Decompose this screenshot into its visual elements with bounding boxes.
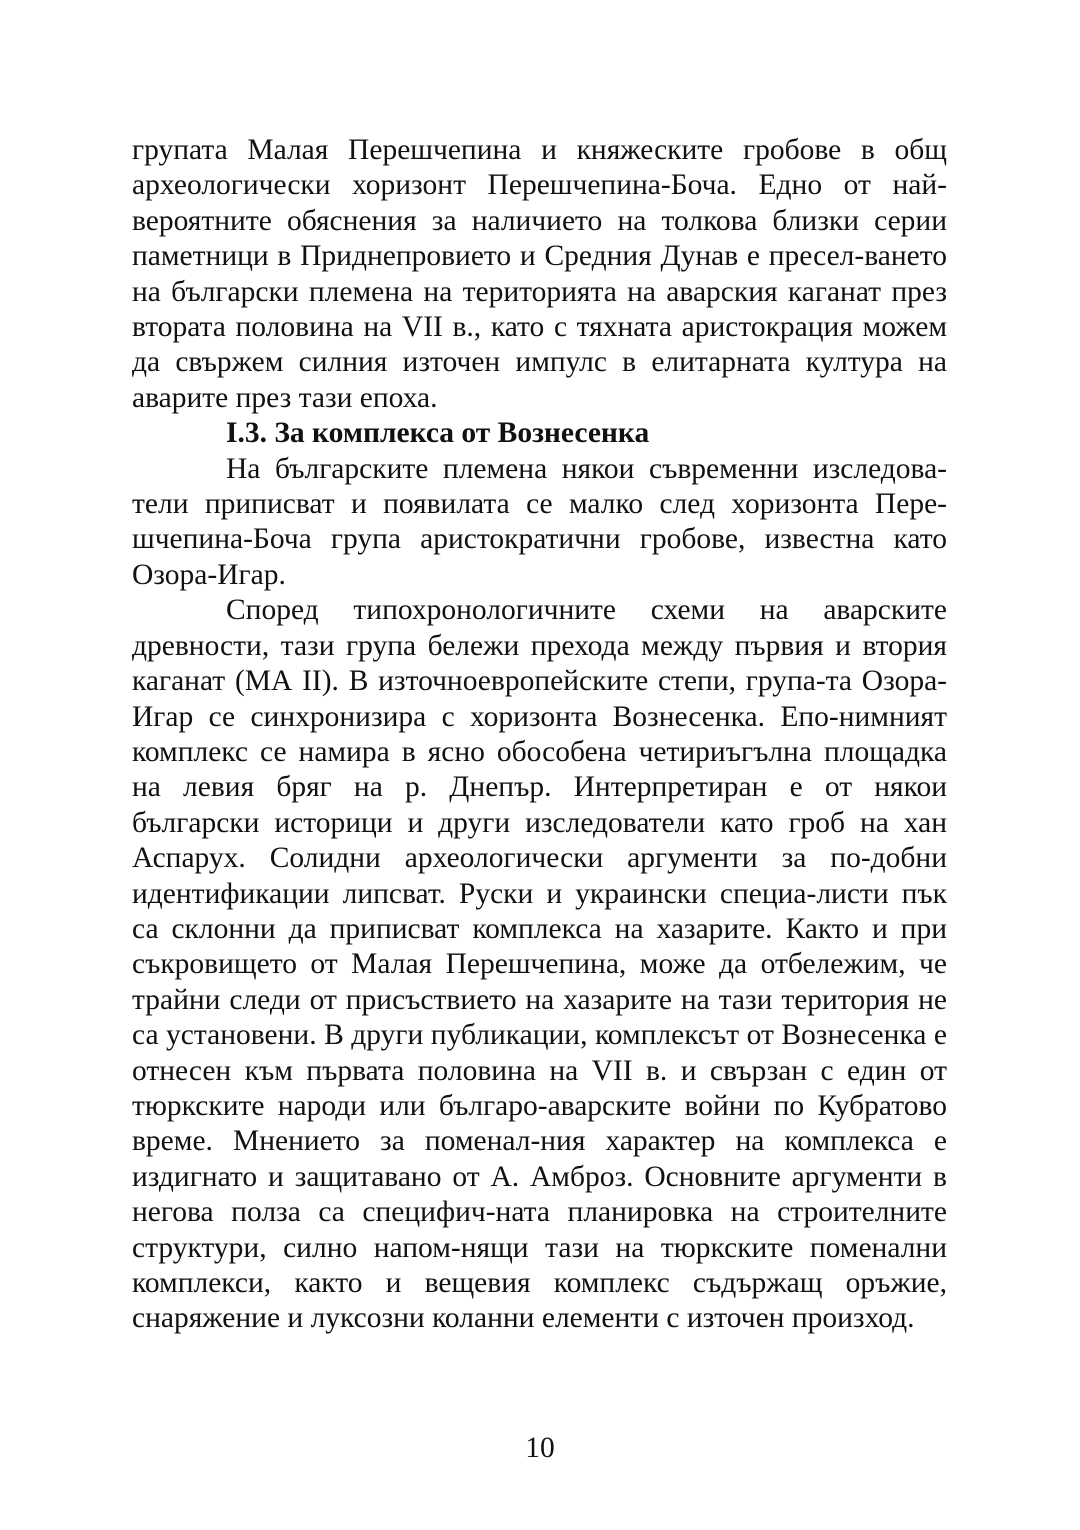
paragraph-bulgarian-tribes: На българските племена някои съвременни изследова-тели приписват и появилата се малко след хоризонта Пере-шчепина-Боча група аристократични гробове, известна като Озора-Игар. — [132, 452, 947, 591]
section-heading: I.3. За комплекса от Вознесенка — [226, 417, 650, 450]
paragraph-typochronology: Според типохронологичните схеми на аварските древности, тази група бележи прехода между първия и втория каганат (МА II). В източноевропейските степи, група-та Озора-Игар се синхронизира с хоризонта Вознесенка. Епо-нимният комплекс се намира в ясно обособена четириъгълна площадка на левия бряг на р. Днепър. Интерпретиран е от някои български историци и други изследователи като гроб на хан Аспарух. Солидни археологически аргументи за по-добни идентификации липсват. Руски и украински специа-листи пък са склонни да приписват комплекса на хазарите. Както и при съкровището от Малая Перешчепина, може да отбележим, че трайни следи от присъствието на хазарите на тази територия не са установени. В други публикации, комплексът от Вознесенка е отнесен към първата половина на VII в. и свързан с един от тюркските народи или българо-аварските войни по Кубратово време. Мнението за поменал-ния характер на комплекса е издигнато и защитавано от А. Амброз. Основните аргументи в негова полза са специфич-ната планировка на строителните структури, силно напом-нящи тази на тюркските поменални комплекси, както и вещевия комплекс съдържащ оръжие, снаряжение и луксозни коланни елементи с източен произход. — [132, 594, 947, 1335]
page-body — [132, 133, 947, 1337]
page-number: 10 — [525, 1432, 555, 1464]
paragraph-continuation: групата Малая Перешчепина и княжеските гробове в общ археологически хоризонт Перешчепина-Боча. Едно от най-вероятните обяснения за наличието на толкова близки серии паметници в Приднепровието и Средния Дунав е пресел-ването на български племена на територията на аварския каганат през втората половина на VII в., като с тяхната аристокрация можем да свържем силния източен импулс в елитарната култура на аварите през тази епоха. — [132, 134, 947, 414]
